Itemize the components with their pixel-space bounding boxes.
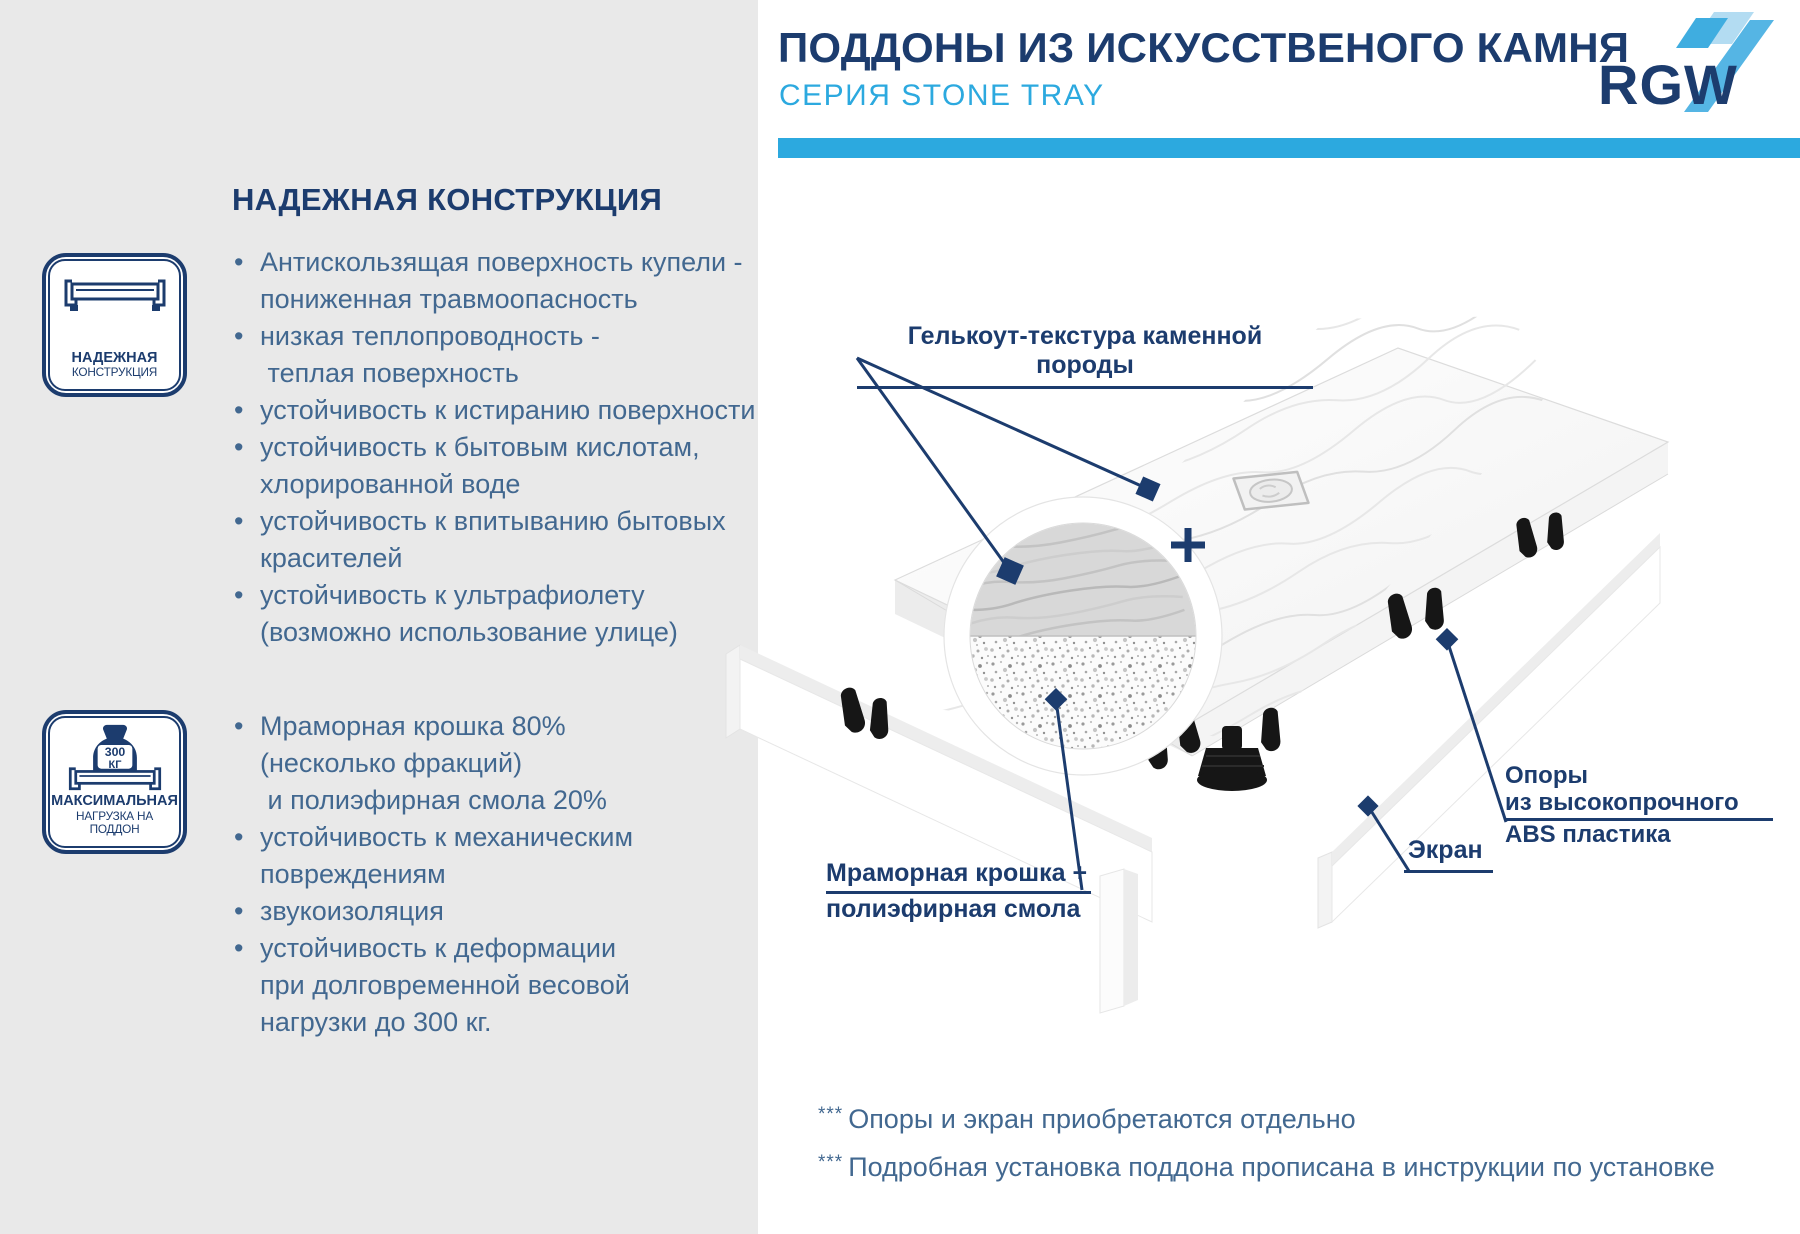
footnote-stars: *** [818, 1152, 844, 1173]
weight-on-tray-icon [59, 724, 171, 793]
bullet-dot: • [234, 395, 244, 425]
bullet-dot: • [234, 822, 244, 852]
list-item: • звукоизоляция [234, 893, 734, 930]
footnote-supports-separate: *** Опоры и экран приобретаются отдельно [818, 1104, 1356, 1134]
list-item: • низкая теплопроводность - теплая поверхность [234, 318, 734, 392]
list-item: • устойчивость к впитыванию бытовых красителей [234, 503, 734, 577]
badge-reliable-construction [42, 253, 187, 397]
list-item: • Мраморная крошка 80% (несколько фракций) и полиэфирная смола 20% [234, 708, 734, 819]
tray-side-icon [64, 275, 166, 317]
list-item: • устойчивость к механическим повреждениям [234, 819, 734, 893]
drain-icon [1234, 471, 1309, 510]
callout-marker [1438, 630, 1456, 648]
list-item: • Антискользящая поверхность купели - пониженная травмоопасность [234, 244, 734, 318]
page-title: ПОДДОНЫ ИЗ ИСКУССТВЕНОГО КАМНЯ [778, 24, 1630, 71]
bullet-dot: • [234, 321, 244, 351]
logo-text: RGW [1598, 53, 1738, 116]
callout-line-gelcoat-lens [857, 358, 1010, 571]
footnote-installation: *** Подробная установка поддона прописана в инструкции по установке [818, 1152, 1715, 1182]
label-abs-supports: Опоры из высокопрочного ABS пластика [1505, 762, 1773, 848]
badge-max-load [42, 710, 187, 854]
weight-unit-text: КГ [108, 758, 121, 771]
badge-label: НАДЕЖНАЯ КОНСТРУКЦИЯ [71, 349, 158, 379]
page-subtitle: СЕРИЯ STONE TRAY [779, 79, 1105, 112]
weight-value-text: 300 [104, 744, 125, 759]
label-gelcoat: Гелькоут-текстура каменной породы [857, 322, 1313, 389]
bullet-dot: • [234, 580, 244, 610]
label-screen: Экран [1404, 836, 1493, 873]
list-item: • устойчивость к истиранию поверхности [234, 392, 734, 429]
left-heading: НАДЕЖНАЯ КОНСТРУКЦИЯ [232, 182, 663, 217]
bullet-dot: • [234, 247, 244, 277]
bullet-dot: • [234, 896, 244, 926]
corner-post [1100, 869, 1138, 1013]
badge-label: МАКСИМАЛЬНАЯ НАГРУЗКА НА ПОДДОН [51, 793, 178, 836]
benefits-surface-list [234, 244, 756, 651]
bullet-dot: • [234, 933, 244, 963]
footnote-stars: *** [818, 1104, 844, 1125]
rgw-logo [1596, 8, 1782, 116]
list-item: • устойчивость к бытовым кислотам, хлорированной воде [234, 429, 734, 503]
bullet-dot: • [234, 506, 244, 536]
list-item: • устойчивость к ультрафиолету (возможно использование улице) [234, 577, 734, 651]
label-marble-resin: Мраморная крошка + полиэфирная смола [826, 858, 1091, 924]
bullet-dot: • [234, 711, 244, 741]
accent-divider-bar [778, 138, 1800, 158]
benefits-material-list [234, 708, 734, 1041]
bullet-dot: • [234, 432, 244, 462]
list-item: • устойчивость к деформации при долговременной весовой нагрузки до 300 кг. [234, 930, 734, 1041]
